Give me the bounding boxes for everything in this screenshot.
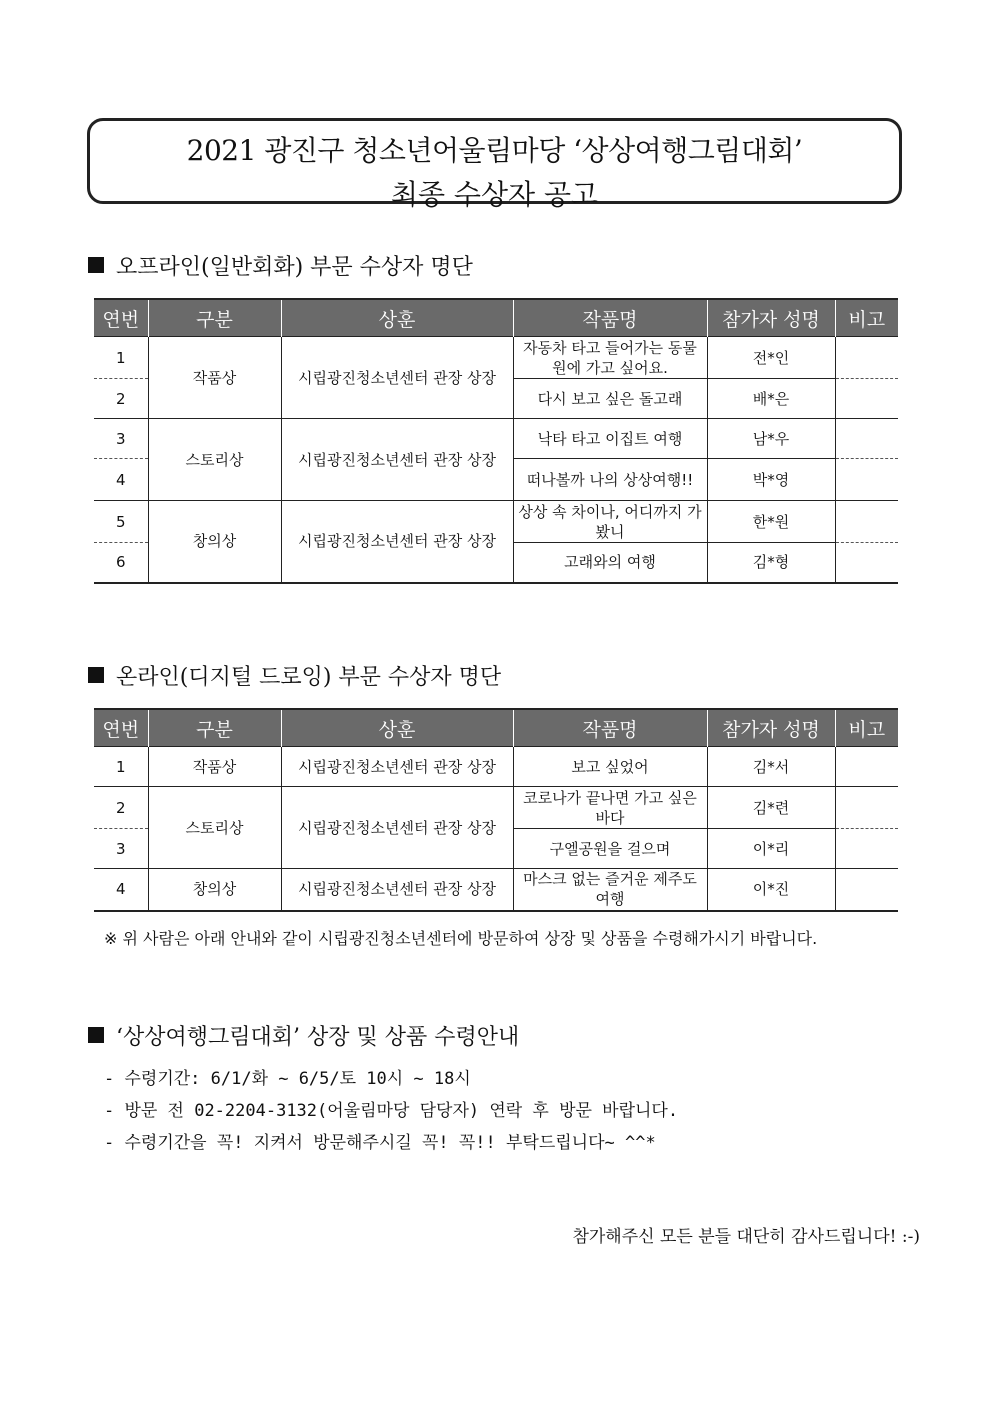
remark-cell bbox=[835, 829, 898, 869]
no-cell: 6 bbox=[94, 543, 148, 583]
remark-cell bbox=[835, 747, 898, 787]
no-cell: 1 bbox=[94, 337, 148, 379]
header-cell: 연번 bbox=[94, 709, 148, 747]
no-cell: 1 bbox=[94, 747, 148, 787]
title-line2: 최종 수상자 공고 bbox=[390, 178, 599, 211]
header-cell: 참가자 성명 bbox=[707, 299, 835, 337]
remark-cell bbox=[835, 419, 898, 459]
header-cell: 상훈 bbox=[281, 709, 513, 747]
no-cell: 5 bbox=[94, 501, 148, 543]
work-cell: 마스크 없는 즐거운 제주도 여행 bbox=[513, 869, 707, 911]
title-line1: 2021 광진구 청소년어울림마당 ‘상상여행그림대회’ bbox=[186, 134, 803, 167]
work-cell: 자동차 타고 들어가는 동물원에 가고 싶어요. bbox=[513, 337, 707, 379]
name-cell: 김*서 bbox=[707, 747, 835, 787]
offline-heading: 오프라인(일반회화) 부문 수상자 명단 bbox=[88, 250, 473, 281]
work-cell: 낙타 타고 이집트 여행 bbox=[513, 419, 707, 459]
table-header-row bbox=[94, 299, 898, 337]
header-cell: 작품명 bbox=[513, 299, 707, 337]
table-row bbox=[94, 787, 898, 829]
offline-table bbox=[94, 298, 898, 584]
square-bullet-icon bbox=[88, 667, 104, 683]
category-cell: 작품상 bbox=[148, 747, 281, 787]
online-heading: 온라인(디지털 드로잉) 부문 수상자 명단 bbox=[88, 660, 501, 691]
guide-item: - 수령기간을 꼭! 지켜서 방문해주시길 꼭! 꼭!! 부탁드립니다~ ^^* bbox=[104, 1133, 656, 1153]
table-row bbox=[94, 747, 898, 787]
guide-item: - 수령기간: 6/1/화 ~ 6/5/토 10시 ~ 18시 bbox=[104, 1069, 471, 1089]
no-cell: 4 bbox=[94, 869, 148, 911]
header-cell: 연번 bbox=[94, 299, 148, 337]
table-row bbox=[94, 869, 898, 911]
name-cell: 한*원 bbox=[707, 501, 835, 543]
work-cell: 고래와의 여행 bbox=[513, 543, 707, 583]
name-cell: 김*련 bbox=[707, 787, 835, 829]
no-cell: 3 bbox=[94, 419, 148, 459]
square-bullet-icon bbox=[88, 1027, 104, 1043]
notice-text: ※ 위 사람은 아래 안내와 같이 시립광진청소년센터에 방문하여 상장 및 상품을 수령해가시기 바랍니다. bbox=[104, 929, 818, 948]
square-bullet-icon bbox=[88, 257, 104, 273]
work-cell: 보고 싶었어 bbox=[513, 747, 707, 787]
category-cell: 스토리상 bbox=[148, 787, 281, 869]
remark-cell bbox=[835, 379, 898, 419]
category-cell: 창의상 bbox=[148, 869, 281, 911]
work-cell: 떠나볼까 나의 상상여행!! bbox=[513, 459, 707, 501]
name-cell: 이*진 bbox=[707, 869, 835, 911]
no-cell: 2 bbox=[94, 787, 148, 829]
award-cell: 시립광진청소년센터 관장 상장 bbox=[281, 337, 513, 419]
table-row bbox=[94, 501, 898, 543]
work-cell: 구엘공원을 걸으며 bbox=[513, 829, 707, 869]
remark-cell bbox=[835, 337, 898, 379]
award-cell: 시립광진청소년센터 관장 상장 bbox=[281, 419, 513, 501]
work-cell: 다시 보고 싶은 돌고래 bbox=[513, 379, 707, 419]
award-cell: 시립광진청소년센터 관장 상장 bbox=[281, 787, 513, 869]
award-cell: 시립광진청소년센터 관장 상장 bbox=[281, 501, 513, 583]
award-cell: 시립광진청소년센터 관장 상장 bbox=[281, 869, 513, 911]
name-cell: 박*영 bbox=[707, 459, 835, 501]
header-cell: 구분 bbox=[148, 709, 281, 747]
no-cell: 4 bbox=[94, 459, 148, 501]
name-cell: 배*은 bbox=[707, 379, 835, 419]
work-cell: 상상 속 차이나, 어디까지 가봤니 bbox=[513, 501, 707, 543]
guide-item: - 방문 전 02-2204-3132(어울림마당 담당자) 연락 후 방문 바랍니다. bbox=[104, 1101, 679, 1121]
header-cell: 참가자 성명 bbox=[707, 709, 835, 747]
table-row bbox=[94, 419, 898, 459]
header-cell: 비고 bbox=[835, 299, 898, 337]
no-cell: 3 bbox=[94, 829, 148, 869]
header-cell: 작품명 bbox=[513, 709, 707, 747]
category-cell: 창의상 bbox=[148, 501, 281, 583]
remark-cell bbox=[835, 787, 898, 829]
name-cell: 김*형 bbox=[707, 543, 835, 583]
header-cell: 상훈 bbox=[281, 299, 513, 337]
guide-heading: ‘상상여행그림대회’ 상장 및 상품 수령안내 bbox=[88, 1020, 519, 1051]
remark-cell bbox=[835, 501, 898, 543]
remark-cell bbox=[835, 869, 898, 911]
name-cell: 이*리 bbox=[707, 829, 835, 869]
name-cell: 남*우 bbox=[707, 419, 835, 459]
category-cell: 작품상 bbox=[148, 337, 281, 419]
work-cell: 코로나가 끝나면 가고 싶은 바다 bbox=[513, 787, 707, 829]
online-table bbox=[94, 708, 898, 912]
category-cell: 스토리상 bbox=[148, 419, 281, 501]
remark-cell bbox=[835, 543, 898, 583]
table-header-row bbox=[94, 709, 898, 747]
thanks-text: 참가해주신 모든 분들 대단히 감사드립니다! :-) bbox=[572, 1227, 920, 1247]
header-cell: 비고 bbox=[835, 709, 898, 747]
header-cell: 구분 bbox=[148, 299, 281, 337]
remark-cell bbox=[835, 459, 898, 501]
award-cell: 시립광진청소년센터 관장 상장 bbox=[281, 747, 513, 787]
title-box bbox=[87, 118, 902, 211]
name-cell: 전*인 bbox=[707, 337, 835, 379]
no-cell: 2 bbox=[94, 379, 148, 419]
table-row bbox=[94, 337, 898, 379]
